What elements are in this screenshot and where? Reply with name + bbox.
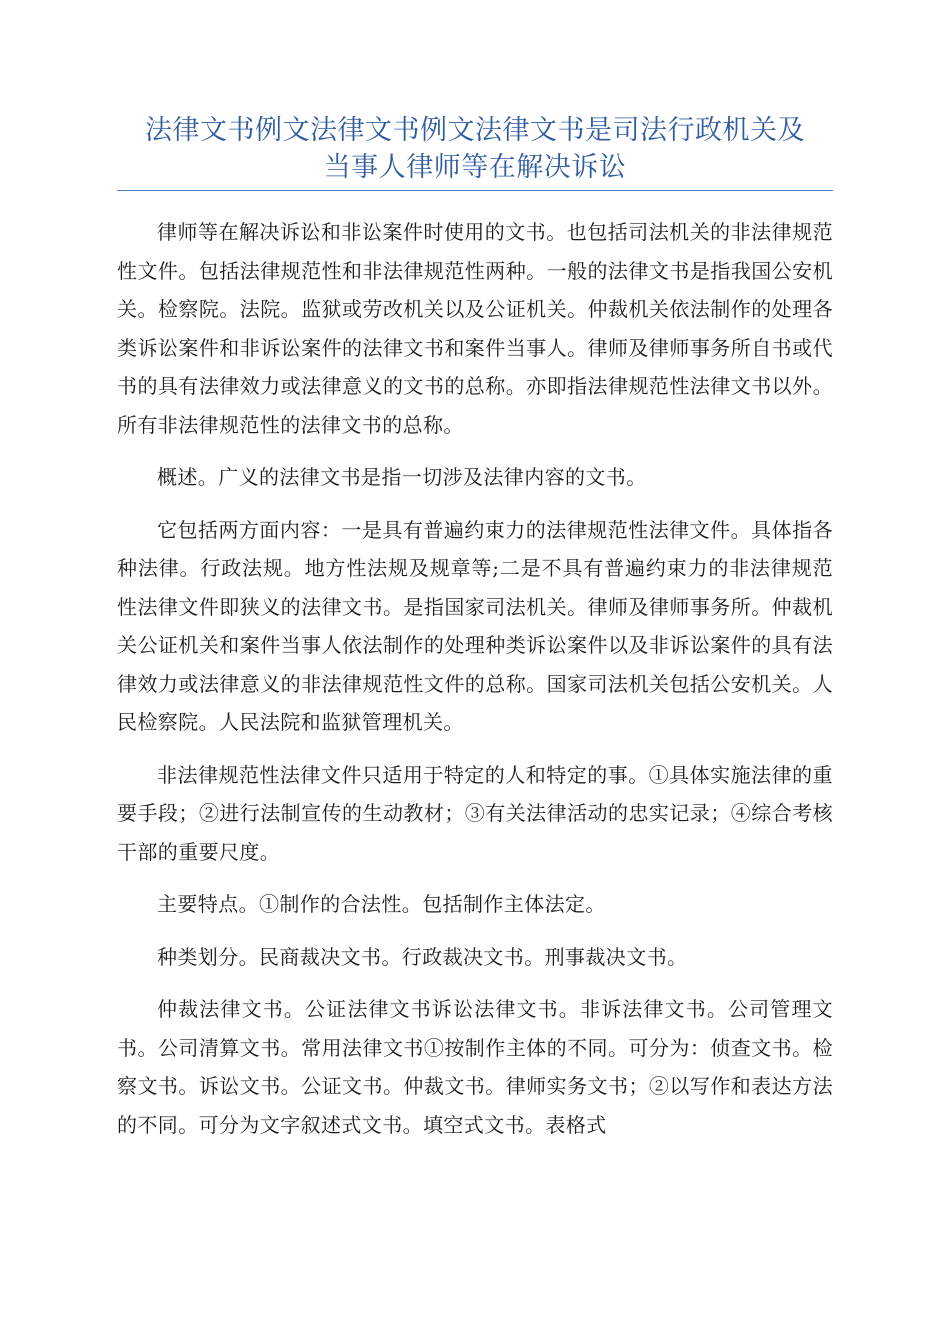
document-page xyxy=(117,112,833,1158)
document-body xyxy=(117,213,833,1144)
title-line-1: 法律文书例文法律文书例文法律文书是司法行政机关及 xyxy=(145,115,805,146)
document-title xyxy=(117,112,833,186)
paragraph-6: 种类划分。民商裁决文书。行政裁决文书。刑事裁决文书。 xyxy=(157,944,688,969)
paragraph-4: 非法律规范性法律文件只适用于特定的人和特定的事。①具体实施法律的重要手段；②进行法制宣传的生动教材；③有关法律活动的忠实记录；④综合考核干部的重要尺度。 xyxy=(117,762,833,864)
title-line-2: 当事人律师等在解决诉讼 xyxy=(323,152,627,183)
paragraph-3: 它包括两方面内容：一是具有普遍约束力的法律规范性法律文件。具体指各种法律。行政法规。地方性法规及规章等;二是不具有普遍约束力的非法律规范性法律文件即狭义的法律文书。是指国家司法机关。律师及律师事务所。仲裁机关公证机关和案件当事人依法制作的处理种类诉讼案件以及非诉讼案件的具有法律效力或法律意义的非法律规范性文件的总称。国家司法机关包括公安机关。人民检察院。人民法院和监狱管理机关。 xyxy=(117,517,833,734)
paragraph-1: 律师等在解决诉讼和非讼案件时使用的文书。也包括司法机关的非法律规范性文件。包括法律规范性和非法律规范性两种。一般的法律文书是指我国公安机关。检察院。法院。监狱或劳改机关以及公证机关。仲裁机关依法制作的处理各类诉讼案件和非诉讼案件的法律文书和案件当事人。律师及律师事务所自书或代书的具有法律效力或法律意义的文书的总称。亦即指法律规范性法律文书以外。所有非法律规范性的法律文书的总称。 xyxy=(117,220,833,437)
paragraph-5: 主要特点。①制作的合法性。包括制作主体法定。 xyxy=(157,892,606,916)
paragraph-7: 仲裁法律文书。公证法律文书诉讼法律文书。非诉法律文书。公司管理文书。公司清算文书。常用法律文书①按制作主体的不同。可分为：侦查文书。检察文书。诉讼文书。公证文书。仲裁文书。律师实务文书；②以写作和表达方法的不同。可分为文字叙述式文书。填空式文书。表格式 xyxy=(117,997,833,1137)
title-underline xyxy=(117,190,833,191)
paragraph-2: 概述。广义的法律文书是指一切涉及法律内容的文书。 xyxy=(157,465,647,489)
